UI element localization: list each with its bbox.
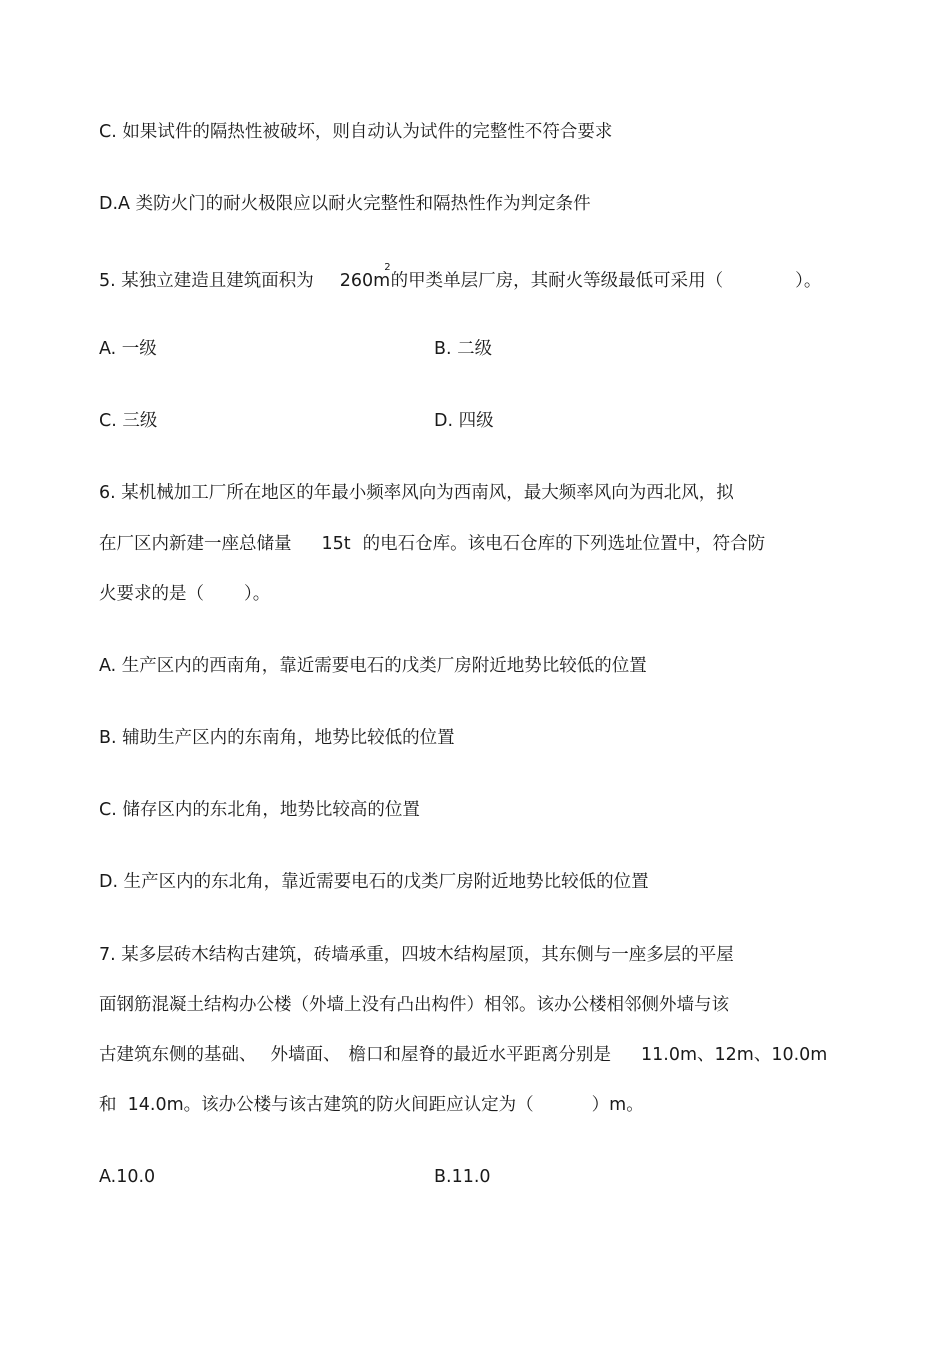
q6-option-b: B. 辅助生产区内的东南角，地势比较低的位置	[99, 728, 455, 748]
q5-option-d: D. 四级	[434, 411, 494, 431]
q6-option-c: C. 储存区内的东北角，地势比较高的位置	[99, 800, 420, 820]
q7-distance-values: 11.0m、12m、10.0m	[641, 1045, 828, 1065]
q5-stem-end: ）。	[795, 270, 822, 291]
q7-stem-line1: 7. 某多层砖木结构古建筑，砖墙承重，四坡木结构屋顶，其东侧与一座多层的平屋	[99, 945, 734, 965]
q6-option-a: A. 生产区内的西南角，靠近需要电石的戊类厂房附近地势比较低的位置	[99, 656, 647, 676]
q5-area-value: 260m	[339, 270, 391, 291]
q6-stem-line2-part2: 的电石仓库。该电石仓库的下列选址位置中，符合防	[362, 534, 766, 554]
q7-stem-line3-part3: 檐口和屋脊的最近水平距离分别是	[348, 1045, 611, 1065]
q7-stem-end: ）m。	[591, 1095, 644, 1115]
q6-option-d: D. 生产区内的东北角，靠近需要电石的戊类厂房附近地势比较低的位置	[99, 872, 649, 892]
q7-stem-line3-part1: 古建筑东侧的基础、	[99, 1045, 257, 1065]
q6-stem-line1: 6. 某机械加工厂所在地区的年最小频率风向为西南风，最大频率风向为西北风，拟	[99, 483, 734, 503]
q5-stem-part1: 5. 某独立建造且建筑面积为	[99, 270, 314, 291]
q6-stem-line2	[99, 532, 765, 556]
q6-stem-line3-part1: 火要求的是（	[99, 584, 204, 604]
q7-stem-line4-part1: 和 14.0m。该办公楼与该古建筑的防火间距应认定为（	[99, 1095, 534, 1115]
q5-option-c: C. 三级	[99, 411, 158, 431]
q6-storage-value: 15t	[321, 534, 351, 554]
q7-stem-line3	[99, 1043, 827, 1067]
q4-option-d: D.A 类防火门的耐火极限应以耐火完整性和隔热性作为判定条件	[99, 194, 591, 214]
q5-area-superscript: 2	[384, 262, 391, 273]
q5-option-b: B. 二级	[434, 339, 493, 359]
q7-stem-line3-part2: 外墙面、	[270, 1045, 341, 1065]
q5-stem	[99, 262, 822, 293]
q7-stem-line4	[99, 1093, 644, 1117]
q6-stem-line3	[99, 582, 270, 606]
q4-option-c: C. 如果试件的隔热性被破坏，则自动认为试件的完整性不符合要求	[99, 122, 613, 142]
q7-stem-line2: 面钢筋混凝土结构办公楼（外墙上没有凸出构件）相邻。该办公楼相邻侧外墙与该	[99, 995, 729, 1015]
q7-option-a: A.10.0	[99, 1167, 156, 1187]
q6-stem-end: ）。	[244, 584, 271, 604]
q5-option-a: A. 一级	[99, 339, 157, 359]
q5-stem-part2: 的甲类单层厂房，其耐火等级最低可采用（	[390, 270, 724, 291]
q7-option-b: B.11.0	[434, 1167, 491, 1187]
q6-stem-line2-part1: 在厂区内新建一座总储量	[99, 534, 292, 554]
